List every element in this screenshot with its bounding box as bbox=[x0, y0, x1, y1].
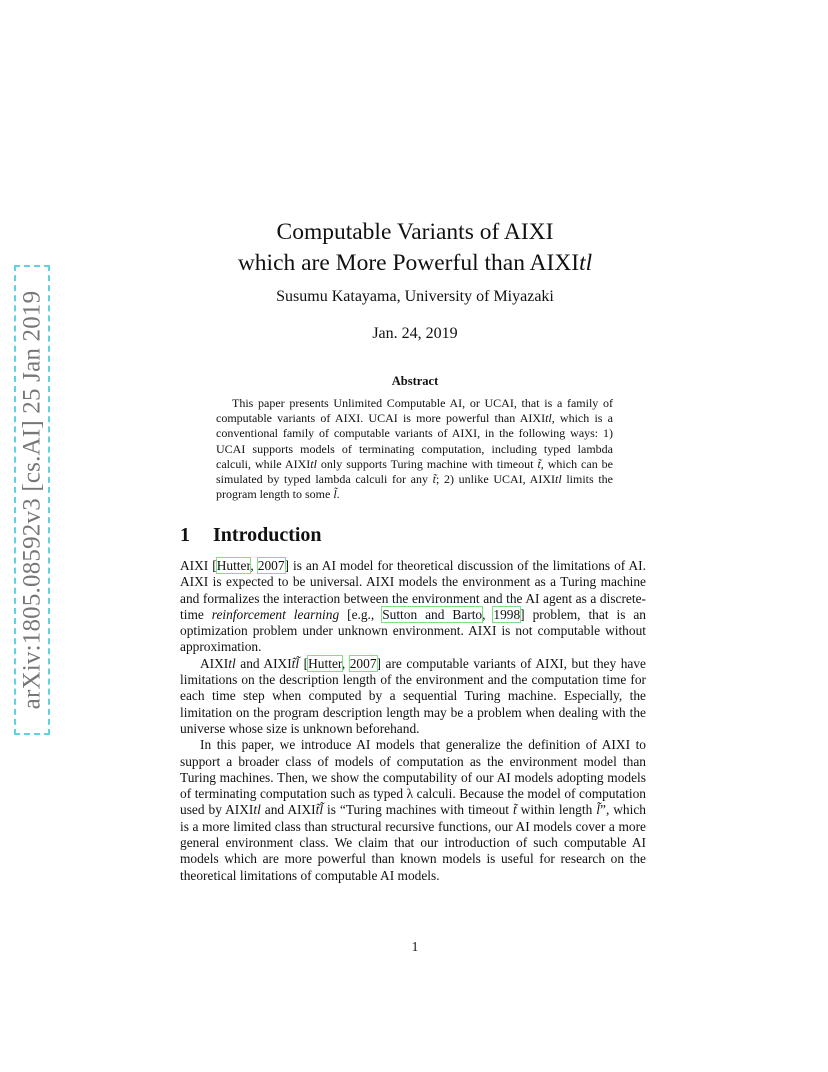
abstract-text: , which is a conventional family of computable variants of AIXI, in the following ways: 1) UCAI supports models of terminating computation, including typed lambda calculi, while AIXI bbox=[216, 411, 613, 471]
introduction-body bbox=[180, 558, 646, 884]
math-italic: l̃ bbox=[596, 802, 600, 818]
abstract-text: ; 2) unlike UCAI, AIXI bbox=[435, 472, 555, 487]
citation-link[interactable]: Sutton and Barto bbox=[382, 606, 483, 622]
abstract-heading: Abstract bbox=[391, 374, 439, 388]
body-text: ] are computable variants of AIXI, but they have limitations on the description length of the environment and the computation time for each time step when computed by a sequential Turing machine. Especially, the limitation on the program description length may be a problem when dealing with the universe whose size is unknown beforehand. bbox=[180, 655, 646, 736]
math-italic: tl bbox=[228, 655, 236, 671]
arxiv-identifier: arXiv:1805.08592v3 [cs.AI] 25 Jan 2019 bbox=[18, 290, 45, 710]
date-line: Jan. 24, 2019 bbox=[372, 325, 458, 342]
citation-link[interactable]: Hutter bbox=[216, 558, 251, 573]
citation-link[interactable]: Hutter bbox=[308, 655, 342, 671]
body-text: , bbox=[341, 655, 350, 671]
abstract-body bbox=[216, 396, 613, 502]
math-italic: tl bbox=[253, 802, 261, 818]
abstract-italic: tl bbox=[545, 411, 552, 426]
body-text: ] is an AI model for theoretical discussion of the limitations of AI. AIXI is expected to be universal. AIXI models the environment as a Turing machine and formalizes the interaction between the environment and the AI agent as a discrete-time bbox=[180, 558, 646, 622]
body-text: and AIXI bbox=[260, 802, 316, 818]
body-text: and AIXI bbox=[235, 655, 292, 671]
math-italic: t̃l̃ bbox=[315, 802, 324, 818]
section-title: Introduction bbox=[213, 524, 322, 546]
body-text: [ bbox=[299, 655, 309, 671]
body-text: AIXI bbox=[200, 655, 229, 671]
math-italic: t̃ bbox=[512, 802, 517, 818]
author-line: Susumu Katayama, University of Miyazaki bbox=[276, 288, 554, 305]
body-text: ] problem, that is an optimization problem under unknown environment. AIXI is not computable without approximation. bbox=[180, 606, 646, 655]
abstract-text: This paper presents Unlimited Computable AI, or UCAI, that is a family of computable variants of AIXI. UCAI is more powerful than AIXI bbox=[216, 396, 613, 426]
citation-year-link[interactable]: 2007 bbox=[257, 558, 285, 573]
title-line-2 bbox=[160, 248, 670, 279]
body-text: , bbox=[250, 558, 258, 573]
paper-title bbox=[160, 217, 670, 279]
abstract-text: limits the program length to some bbox=[216, 472, 614, 502]
page-number: 1 bbox=[411, 939, 419, 954]
body-text: ”, which is a more limited class than structural recursive functions, our AI models cover a more general environment class. We claim that our introduction of such computable AI models which are more powerful than known models is useful for research on the theoretical limitations of computable AI models. bbox=[180, 802, 646, 883]
body-text: AIXI [ bbox=[180, 558, 217, 573]
abstract-italic: t̃ bbox=[432, 472, 436, 487]
section-heading bbox=[180, 524, 322, 547]
title-line-2-italic: tl bbox=[579, 250, 593, 276]
citation-year-link[interactable]: 1998 bbox=[493, 606, 521, 622]
body-text: [e.g., bbox=[339, 606, 383, 622]
section-number: 1 bbox=[180, 524, 190, 546]
body-text: within length bbox=[516, 802, 597, 818]
paragraph bbox=[180, 737, 646, 884]
title-line-1: Computable Variants of AIXI bbox=[276, 219, 554, 245]
abstract-text: only supports Turing machine with timeout bbox=[316, 456, 538, 471]
abstract-text: . bbox=[336, 487, 340, 502]
paragraph bbox=[180, 558, 646, 656]
math-italic: t̃l̃ bbox=[291, 655, 300, 671]
abstract-italic: tl bbox=[555, 472, 562, 487]
paragraph bbox=[180, 656, 646, 737]
citation-year-link[interactable]: 2007 bbox=[349, 655, 377, 671]
abstract-italic: t̃ bbox=[537, 456, 541, 471]
abstract-text: , which can be simulated by typed lambda calculi for any bbox=[216, 456, 614, 487]
abstract-italic: tl bbox=[310, 456, 317, 471]
title-line-2-text: which are More Powerful than AIXI bbox=[237, 250, 580, 276]
abstract-italic: l̃ bbox=[333, 487, 337, 502]
arxiv-identifier-box bbox=[14, 265, 50, 735]
body-text: , bbox=[482, 606, 494, 622]
body-text: In this paper, we introduce AI models that generalize the definition of AIXI to support a broader class of models of computation as the environment model than Turing machines. Then, we show the computability of our AI models adopting models of terminating computation such as typed λ calculi. Because the model of computation used by AIXI bbox=[180, 737, 646, 818]
body-text: is “Turing machines with timeout bbox=[323, 802, 513, 818]
emphasis-text: reinforcement learning bbox=[211, 606, 340, 622]
